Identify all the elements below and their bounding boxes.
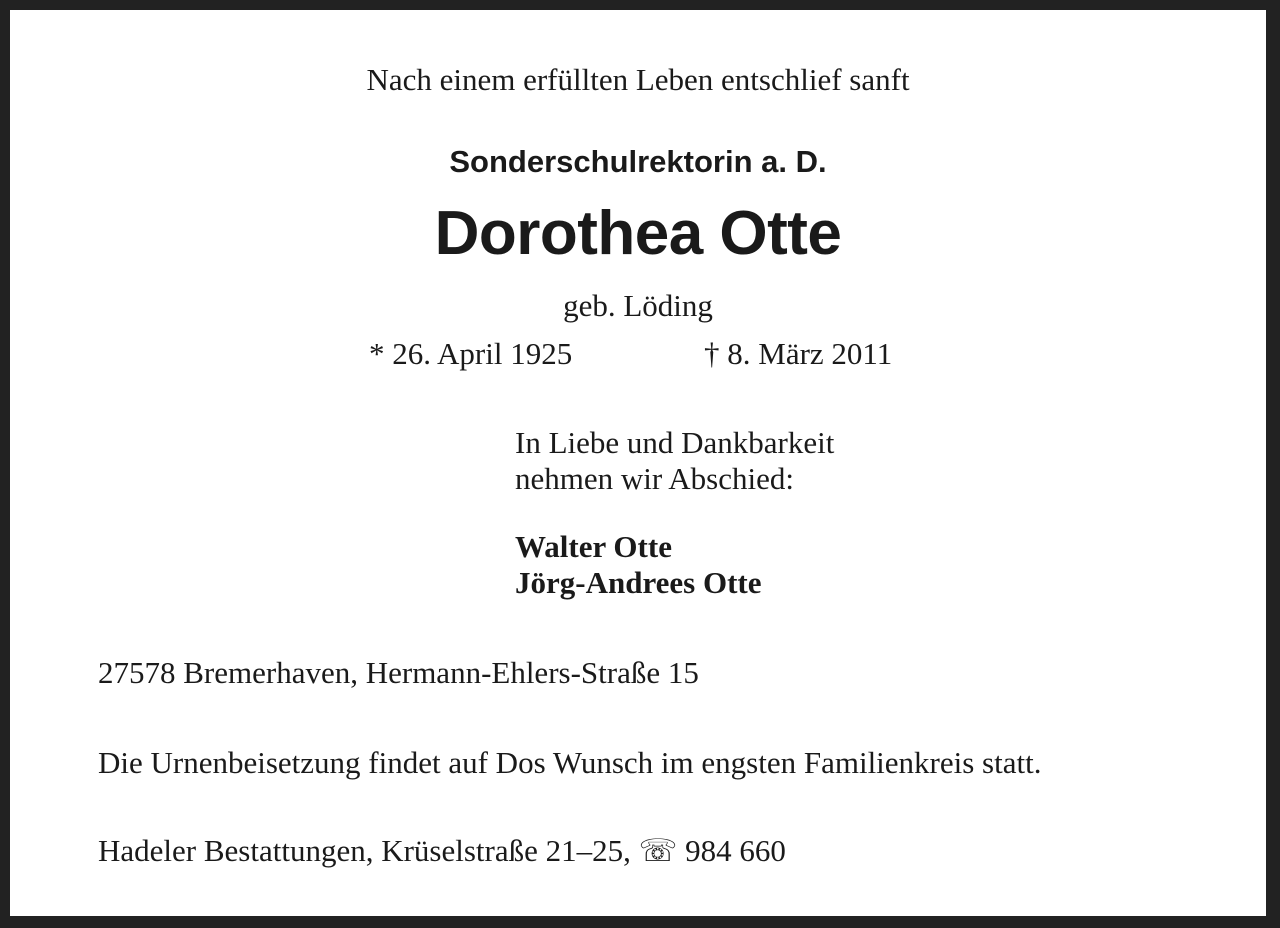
birth-name: geb. Löding (563, 288, 713, 323)
deceased-name: Dorothea Otte (434, 199, 842, 268)
mourner-name: Walter Otte (515, 529, 672, 564)
death-date: † 8. März 2011 (704, 336, 893, 371)
deceased-title: Sonderschulrektorin a. D. (449, 144, 827, 179)
farewell-line: nehmen wir Abschied: (515, 461, 794, 496)
ceremony-note: Die Urnenbeisetzung findet auf Dos Wunsch im engsten Familienkreis statt. (98, 745, 1042, 780)
family-address: 27578 Bremerhaven, Hermann-Ehlers-Straße 15 (98, 655, 699, 690)
mourner-name: Jörg-Andrees Otte (515, 565, 762, 600)
undertaker-info: Hadeler Bestattungen, Krüselstraße 21–25, ☏ 984 660 (98, 833, 786, 868)
obituary-notice (10, 10, 1266, 916)
intro-line: Nach einem erfüllten Leben entschlief sanft (366, 62, 910, 97)
farewell-text (515, 425, 834, 497)
mourners-list (515, 529, 762, 601)
birth-date: * 26. April 1925 (369, 336, 573, 371)
farewell-line: In Liebe und Dankbarkeit (515, 425, 835, 460)
